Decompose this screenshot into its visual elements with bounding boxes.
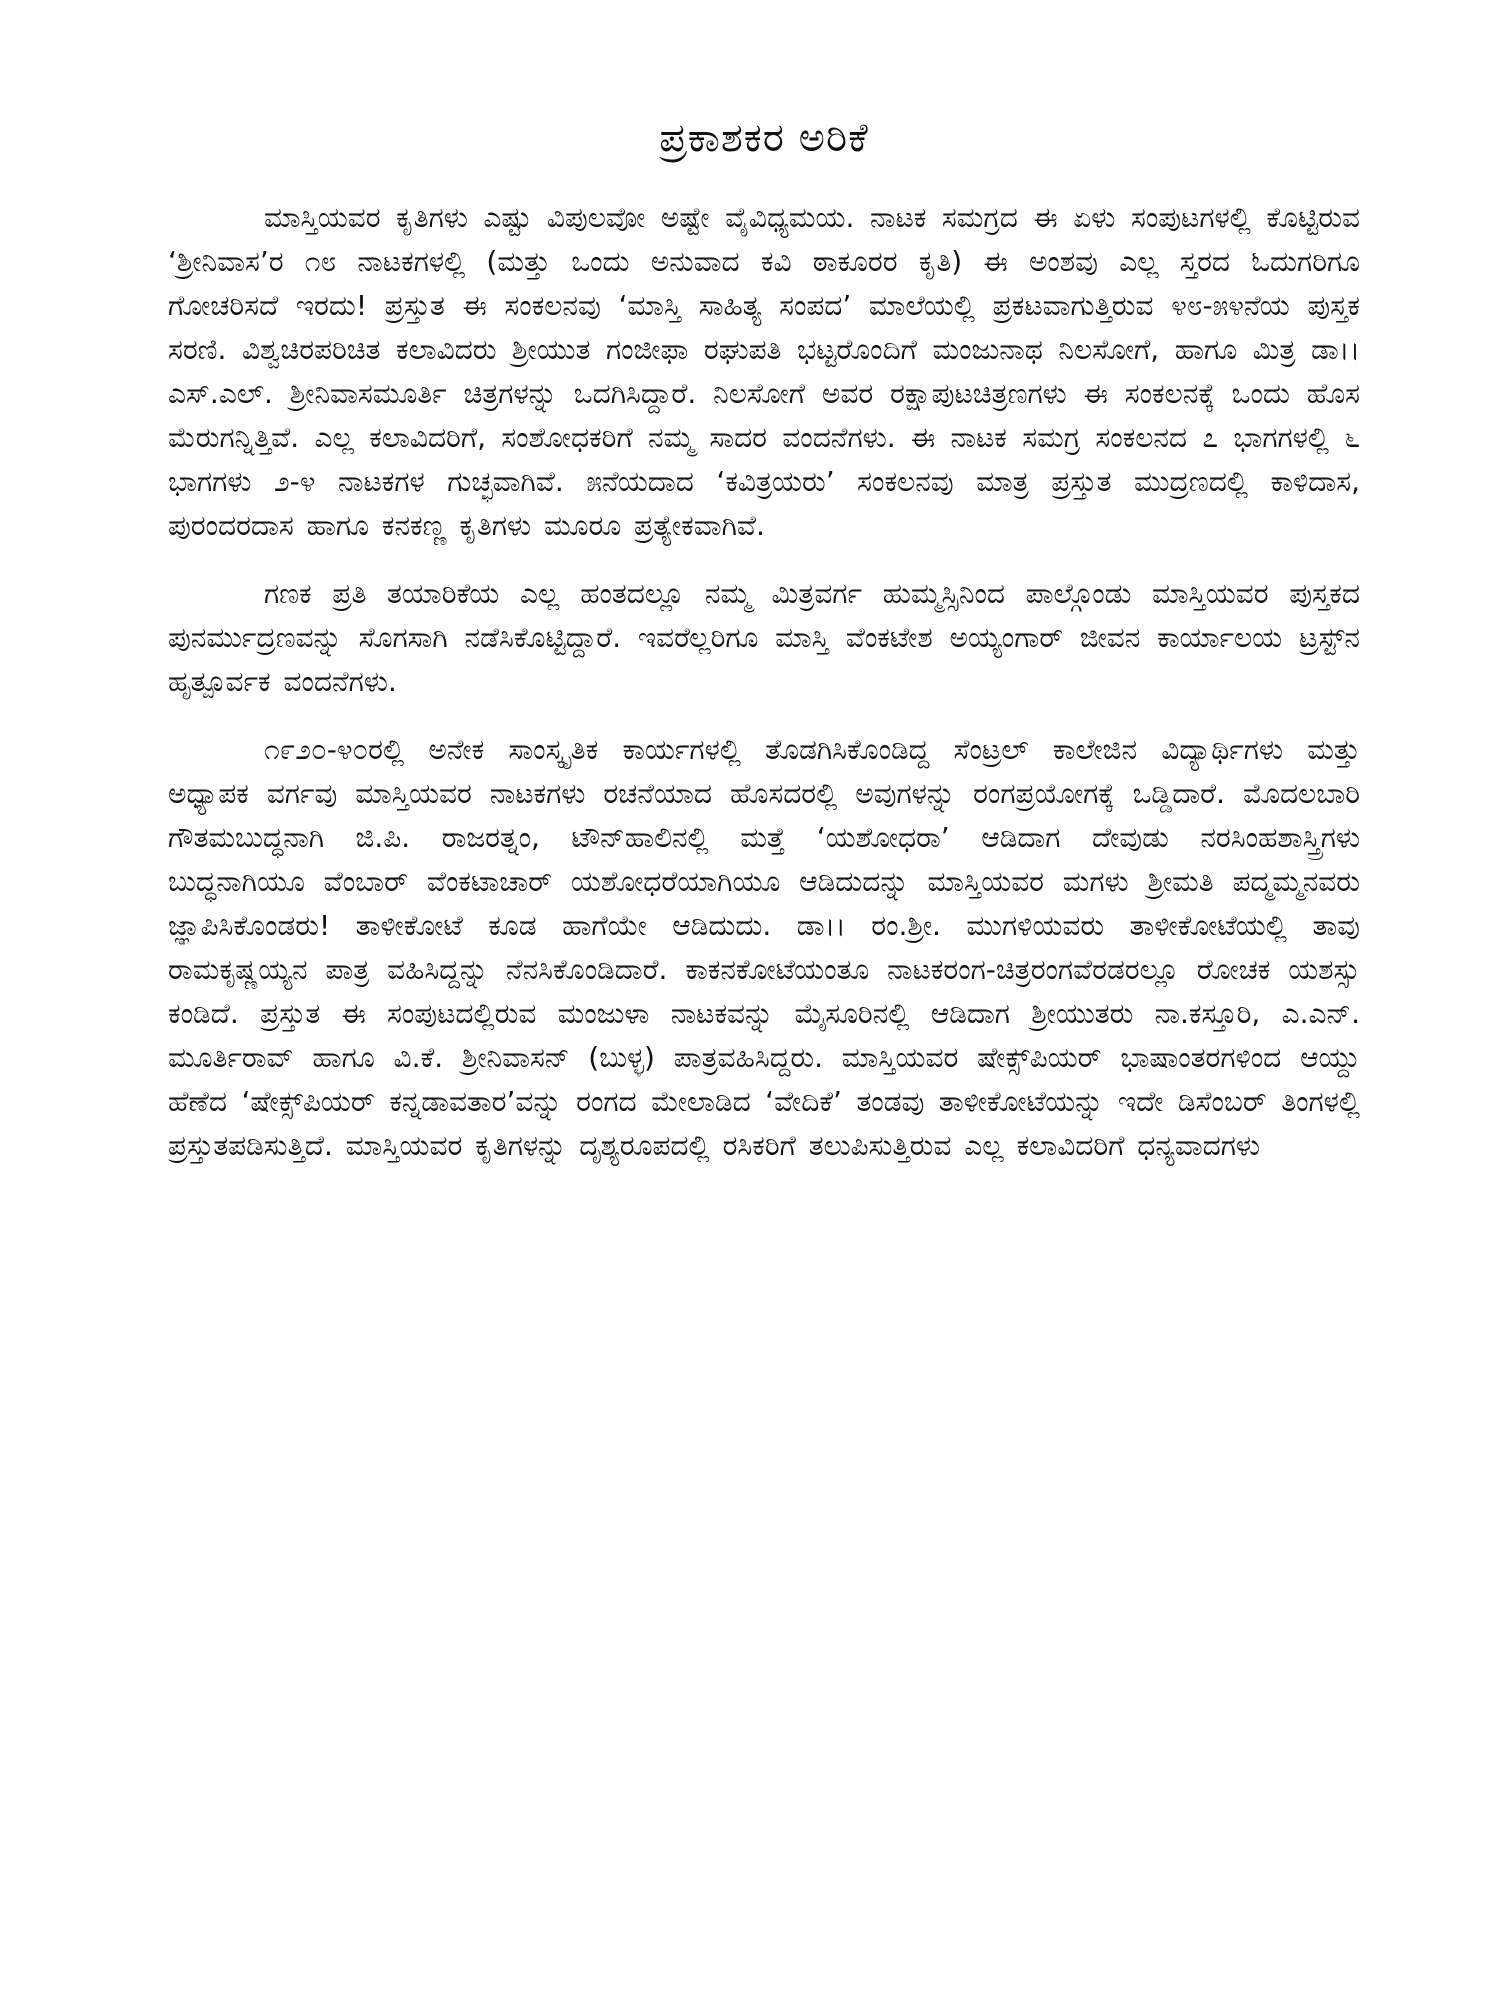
page-title: ಪ್ರಕಾಶಕರ ಅರಿಕೆ [659, 115, 869, 161]
paragraph-stage-history: ೧೯೨೦-೪೦ರಲ್ಲಿ ಅನೇಕ ಸಾಂಸ್ಕೃತಿಕ ಕಾರ್ಯಗಳಲ್ಲಿ ತೊಡಗಿಸಿಕೊಂಡಿದ್ದ ಸೆಂಟ್ರಲ್ ಕಾಲೇಜಿನ ವಿದ್ಯಾರ್ಥಿಗಳು ಮತ್ತು ಅಧ್ಯಾಪಕ ವರ್ಗವು ಮಾಸ್ತಿಯವರ ನಾಟಕಗಳು ರಚನೆಯಾದ ಹೊಸದರಲ್ಲಿ ಅವುಗಳನ್ನು ರಂಗಪ್ರಯೋಗಕ್ಕೆ ಒಡ್ಡಿದಾರೆ. ಮೊದಲಬಾರಿ ಗೌತಮಬುದ್ಧನಾಗಿ ಜಿ.ಪಿ. ರಾಜರತ್ನಂ, ಟೌನ್‌ಹಾಲಿನಲ್ಲಿ ಮತ್ತೆ ‘ಯಶೋಧರಾ’ ಆಡಿದಾಗ ದೇವುಡು ನರಸಿಂಹಶಾಸ್ತ್ರಿಗಳು ಬುದ್ಧನಾಗಿಯೂ ವೆಂಬಾರ್ ವೆಂಕಟಾಚಾರ್ ಯಶೋಧರೆಯಾಗಿಯೂ ಆಡಿದುದನ್ನು ಮಾಸ್ತಿಯವರ ಮಗಳು ಶ್ರೀಮತಿ ಪದ್ಮಮ್ಮನವರು ಜ್ಞಾಪಿಸಿಕೊಂಡರು! ತಾಳೀಕೋಟೆ ಕೂಡ ಹಾಗೆಯೇ ಆಡಿದುದು. ಡಾ।। ರಂ.ಶ್ರೀ. ಮುಗಳಿಯವರು ತಾಳೀಕೋಟೆಯಲ್ಲಿ ತಾವು ರಾಮಕೃಷ್ಣಯ್ಯನ ಪಾತ್ರ ವಹಿಸಿದ್ದನ್ನು ನೆನಸಿಕೊಂಡಿದಾರೆ. ಕಾಕನಕೋಟೆಯಂತೂ ನಾಟಕರಂಗ-ಚಿತ್ರರಂಗವೆರಡರಲ್ಲೂ ರೋಚಕ ಯಶಸ್ಸು ಕಂಡಿದೆ. ಪ್ರಸ್ತುತ ಈ ಸಂಪುಟದಲ್ಲಿರುವ ಮಂಜುಳಾ ನಾಟಕವನ್ನು ಮೈಸೂರಿನಲ್ಲಿ ಆಡಿದಾಗ ಶ್ರೀಯುತರು ನಾ.ಕಸ್ತೂರಿ, ಎ.ಎನ್. ಮೂರ್ತಿರಾವ್ ಹಾಗೂ ವಿ.ಕೆ. ಶ್ರೀನಿವಾಸನ್ (ಬುಳ್ಳ) ಪಾತ್ರವಹಿಸಿದ್ದರು. ಮಾಸ್ತಿಯವರ ಷೇಕ್ಸ್‌ಪಿಯರ್ ಭಾಷಾಂತರಗಳಿಂದ ಆಯ್ದು ಹೆಣೆದ ‘ಷೇಕ್ಸ್‌ಪಿಯರ್ ಕನ್ನಡಾವತಾರ’ವನ್ನು ರಂಗದ ಮೇಲಾಡಿದ ‘ವೇದಿಕೆ’ ತಂಡವು ತಾಳೀಕೋಟೆಯನ್ನು ಇದೇ ಡಿಸೆಂಬರ್ ತಿಂಗಳಲ್ಲಿ ಪ್ರಸ್ತುತಪಡಿಸುತ್ತಿದೆ. ಮಾಸ್ತಿಯವರ ಕೃತಿಗಳನ್ನು ದೃಶ್ಯರೂಪದಲ್ಲಿ ರಸಿಕರಿಗೆ ತಲುಪಿಸುತ್ತಿರುವ ಎಲ್ಲ ಕಲಾವಿದರಿಗೆ ಧನ್ಯವಾದಗಳು [168, 733, 1360, 1162]
paragraph-acknowledgement: ಗಣಕ ಪ್ರತಿ ತಯಾರಿಕೆಯ ಎಲ್ಲ ಹಂತದಲ್ಲೂ ನಮ್ಮ ಮಿತ್ರವರ್ಗ ಹುಮ್ಮಸ್ಸಿನಿಂದ ಪಾಲ್ಗೊಂಡು ಮಾಸ್ತಿಯವರ ಪುಸ್ತಕದ ಪುನರ್ಮುದ್ರಣವನ್ನು ಸೊಗಸಾಗಿ ನಡೆಸಿಕೊಟ್ಟಿದ್ದಾರೆ. ಇವರೆಲ್ಲರಿಗೂ ಮಾಸ್ತಿ ವೆಂಕಟೇಶ ಅಯ್ಯಂಗಾರ್ ಜೀವನ ಕಾರ್ಯಾಲಯ ಟ್ರಸ್ಟ್‌ನ ಹೃತ್ಪೂರ್ವಕ ವಂದನೆಗಳು. [168, 577, 1360, 698]
paragraph-intro: ಮಾಸ್ತಿಯವರ ಕೃತಿಗಳು ಎಷ್ಟು ವಿಪುಲವೋ ಅಷ್ಟೇ ವೈವಿಧ್ಯಮಯ. ನಾಟಕ ಸಮಗ್ರದ ಈ ಏಳು ಸಂಪುಟಗಳಲ್ಲಿ ಕೊಟ್ಟಿರುವ ‘ಶ್ರೀನಿವಾಸ’ರ ೧೮ ನಾಟಕಗಳಲ್ಲಿ (ಮತ್ತು ಒಂದು ಅನುವಾದ ಕವಿ ಠಾಕೂರರ ಕೃತಿ) ಈ ಅಂಶವು ಎಲ್ಲ ಸ್ತರದ ಓದುಗರಿಗೂ ಗೋಚರಿಸದೆ ಇರದು! ಪ್ರಸ್ತುತ ಈ ಸಂಕಲನವು ‘ಮಾಸ್ತಿ ಸಾಹಿತ್ಯ ಸಂಪದ’ ಮಾಲೆಯಲ್ಲಿ ಪ್ರಕಟವಾಗುತ್ತಿರುವ ೪೮-೫೪ನೆಯ ಪುಸ್ತಕ ಸರಣಿ. ವಿಶ್ವಚಿರಪರಿಚಿತ ಕಲಾವಿದರು ಶ್ರೀಯುತ ಗಂಜೀಫಾ ರಘುಪತಿ ಭಟ್ಟರೊಂದಿಗೆ ಮಂಜುನಾಥ ನಿಲಸೋಗೆ, ಹಾಗೂ ಮಿತ್ರ ಡಾ।। ಎಸ್.ಎಲ್. ಶ್ರೀನಿವಾಸಮೂರ್ತಿ ಚಿತ್ರಗಳನ್ನು ಒದಗಿಸಿದ್ದಾರೆ. ನಿಲಸೋಗೆ ಅವರ ರಕ್ಷಾಪುಟಚಿತ್ರಣಗಳು ಈ ಸಂಕಲನಕ್ಕೆ ಒಂದು ಹೊಸ ಮೆರುಗನ್ನಿತ್ತಿವೆ. ಎಲ್ಲ ಕಲಾವಿದರಿಗೆ, ಸಂಶೋಧಕರಿಗೆ ನಮ್ಮ ಸಾದರ ವಂದನೆಗಳು. ಈ ನಾಟಕ ಸಮಗ್ರ ಸಂಕಲನದ ೭ ಭಾಗಗಳಲ್ಲಿ ೬ ಭಾಗಗಳು ೨-೪ ನಾಟಕಗಳ ಗುಚ್ಛವಾಗಿವೆ. ೫ನೆಯದಾದ ‘ಕವಿತ್ರಯರು’ ಸಂಕಲನವು ಮಾತ್ರ ಪ್ರಸ್ತುತ ಮುದ್ರಣದಲ್ಲಿ ಕಾಳಿದಾಸ, ಪುರಂದರದಾಸ ಹಾಗೂ ಕನಕಣ್ಣ ಕೃತಿಗಳು ಮೂರೂ ಪ್ರತ್ಯೇಕವಾಗಿವೆ. [168, 201, 1360, 542]
